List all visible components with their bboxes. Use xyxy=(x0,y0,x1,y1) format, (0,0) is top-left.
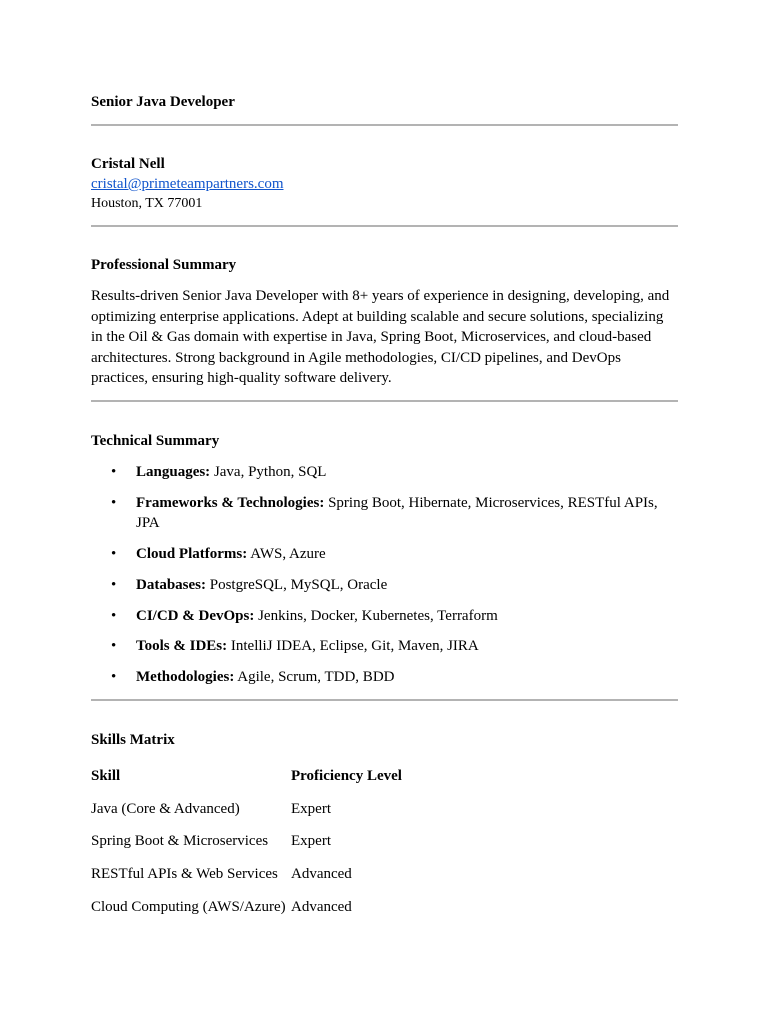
item-label: Languages: xyxy=(136,464,211,480)
skills-matrix-heading: Skills Matrix xyxy=(91,732,175,748)
candidate-name: Cristal Nell xyxy=(91,156,165,172)
contact-block xyxy=(91,154,284,213)
item-value: Spring Boot, Hibernate, Microservices, RESTful APIs, JPA xyxy=(136,494,658,532)
table-row xyxy=(91,858,402,891)
item-value: PostgreSQL, MySQL, Oracle xyxy=(209,576,388,593)
list-item xyxy=(91,667,678,688)
skill-cell: Cloud Computing (AWS/Azure) xyxy=(91,899,286,916)
item-label: Methodologies: xyxy=(136,669,235,686)
column-header-proficiency: Proficiency Level xyxy=(291,767,402,784)
address: Houston, TX 77001 xyxy=(91,196,203,211)
skill-cell: RESTful APIs & Web Services xyxy=(91,866,278,883)
professional-summary-text: Results-driven Senior Java Developer with 8+ years of experience in designing, developing, and optimizing enterprise applications. Adept at building scalable and secure solutions, specializing in the Oil & Gas domain with expertise in Java, Spring Boot, Microservices, and cloud-based architectures. Strong background in Agile methodologies, CI/CD pipelines, and DevOps practices, ensuring high-quality software delivery. xyxy=(91,288,670,386)
list-item xyxy=(91,575,678,596)
bullet-icon: • xyxy=(111,607,117,624)
item-label: Databases: xyxy=(136,576,206,593)
divider xyxy=(91,225,678,227)
list-item xyxy=(91,493,678,534)
bullet-icon: • xyxy=(111,638,117,655)
divider xyxy=(91,699,678,701)
bullet-icon: • xyxy=(111,576,117,593)
bullet-icon: • xyxy=(111,669,117,686)
item-value: Agile, Scrum, TDD, BDD xyxy=(237,669,395,686)
item-label: Tools & IDEs: xyxy=(136,638,228,655)
item-label: Frameworks & Technologies: xyxy=(136,494,325,511)
item-label: Cloud Platforms: xyxy=(136,546,248,563)
technical-summary-heading: Technical Summary xyxy=(91,433,220,449)
technical-summary-list xyxy=(91,462,678,698)
item-label: CI/CD & DevOps: xyxy=(136,607,255,624)
divider xyxy=(91,400,678,402)
bullet-icon: • xyxy=(111,464,117,480)
professional-summary-heading: Professional Summary xyxy=(91,257,237,273)
skill-cell: Java (Core & Advanced) xyxy=(91,800,240,817)
divider xyxy=(91,124,678,126)
list-item xyxy=(91,462,678,483)
proficiency-cell: Advanced xyxy=(291,866,352,883)
skills-matrix-table xyxy=(91,760,402,924)
table-row xyxy=(91,826,402,859)
list-item xyxy=(91,636,678,657)
column-header-skill: Skill xyxy=(91,767,121,784)
skill-cell: Spring Boot & Microservices xyxy=(91,833,269,850)
proficiency-cell: Expert xyxy=(291,833,331,850)
item-value: Jenkins, Docker, Kubernetes, Terraform xyxy=(258,607,498,624)
list-item xyxy=(91,606,678,627)
bullet-icon: • xyxy=(111,546,117,563)
table-header-row xyxy=(91,760,402,793)
proficiency-cell: Expert xyxy=(291,800,331,817)
table-row xyxy=(91,793,402,826)
list-item xyxy=(91,544,678,565)
email-link[interactable]: cristal@primeteampartners.com xyxy=(91,176,284,192)
job-title: Senior Java Developer xyxy=(91,94,235,110)
table-row xyxy=(91,891,402,924)
bullet-icon: • xyxy=(111,494,117,511)
proficiency-cell: Advanced xyxy=(291,899,352,916)
item-value: IntelliJ IDEA, Eclipse, Git, Maven, JIRA xyxy=(230,638,479,655)
item-value: Java, Python, SQL xyxy=(213,464,327,480)
item-value: AWS, Azure xyxy=(250,546,326,563)
